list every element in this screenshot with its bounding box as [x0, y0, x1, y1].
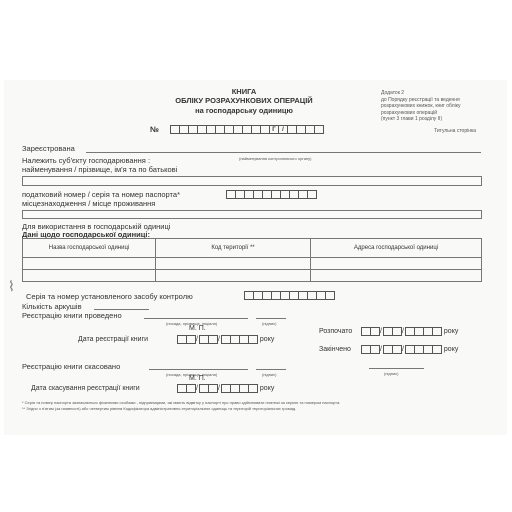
number-mark: Г	[269, 125, 279, 134]
title-page-label: Титульна сторінка	[434, 128, 477, 134]
year-label: року	[259, 336, 275, 343]
position-hint: (посада, прізвище, ініціали)	[166, 372, 218, 377]
finished-date-boxes[interactable]: / / року	[361, 345, 458, 354]
annex-note	[381, 90, 460, 123]
cancel-signature-line[interactable]	[256, 369, 286, 370]
annex-line: (пункт 3 глави 1 розділу II)	[381, 116, 443, 122]
signature-hint: (підпис)	[384, 371, 399, 376]
year-label: року	[259, 385, 275, 392]
controlling-body-hint: (найменування контролюючого органу)	[239, 156, 312, 161]
table-header-code: Код території **	[156, 239, 311, 258]
year-label: року	[443, 328, 459, 335]
tax-number-boxes[interactable]	[226, 190, 316, 199]
signature-hint: (підпис)	[262, 321, 277, 326]
finished-label: Закінчено	[319, 346, 351, 353]
cancel-date-label: Дата скасування реєстрації книги	[31, 385, 140, 392]
cancel-position-line[interactable]	[149, 369, 248, 370]
finished-signature-line[interactable]	[369, 368, 424, 369]
cancel-date-boxes[interactable]: / / року	[177, 384, 274, 393]
registration-signature-line[interactable]	[256, 318, 286, 319]
year-label: року	[443, 346, 459, 353]
annex-line: розрахункових книжок, книг обліку	[381, 103, 461, 109]
signature-hint: (підпис)	[262, 372, 277, 377]
location-field[interactable]	[22, 210, 482, 219]
sheet-count-label: Кількість аркушів	[22, 302, 82, 311]
name-hint: найменування / прізвище, ім'я та по батькові	[22, 165, 178, 174]
form-title-1: КНИГА	[231, 87, 257, 96]
footnote-2: ** Згідно з п'ятим (за наявності) або четвертим рівнем Кодифікатора адміністративно-територіальних одиниць та територій територіальних громад.	[22, 406, 297, 411]
position-hint: (посада, прізвище, ініціали)	[166, 321, 218, 326]
annex-line: Додаток 2	[381, 90, 405, 96]
binding-mark: ⌇	[8, 278, 15, 294]
registration-date-boxes[interactable]: / / року	[177, 335, 274, 344]
table-header-address: Адреса господарської одиниці	[311, 239, 482, 258]
mp-label: М. П.	[189, 375, 206, 382]
annex-line: до Порядку реєстрації та ведення	[381, 96, 460, 103]
annex-line: розрахункових операцій	[381, 109, 438, 116]
form-title-2: ОБЛІКУ РОЗРАХУНКОВИХ ОПЕРАЦІЙ	[175, 96, 313, 105]
registration-date-label: Дата реєстрації книги	[78, 336, 149, 343]
registration-position-line[interactable]	[144, 318, 248, 319]
tax-number-label: податковий номер / серія та номер паспорта*	[22, 190, 180, 199]
table-row[interactable]	[23, 270, 482, 282]
name-field[interactable]	[22, 176, 482, 186]
device-series-boxes[interactable]	[244, 291, 334, 300]
form-title-3: на господарську одиницю	[195, 106, 293, 115]
table-header-name: Назва господарської одиниці	[23, 239, 156, 258]
table-row[interactable]	[23, 258, 482, 270]
unit-data-label: Дані щодо господарської одиниці:	[22, 230, 150, 239]
table-header-row	[23, 239, 482, 258]
belongs-label: Належить суб'єкту господарювання :	[22, 156, 151, 165]
footnote-1: * Серія та номер паспорта зазначаються фізичними особами - підприємцями, які мають відмітку у паспорті про право здійснювати платежі за серією та номером паспорта.	[22, 400, 341, 405]
number-sign: №	[150, 125, 159, 134]
started-date-boxes[interactable]: / / року	[361, 327, 458, 336]
mp-label: М. П.	[189, 325, 206, 332]
registration-done-label: Реєстрацію книги проведено	[22, 311, 122, 320]
book-number-boxes[interactable]: Г /	[170, 125, 323, 134]
use-unit-label: Для використання в господарській одиниці	[22, 222, 171, 231]
sheet-count-line[interactable]	[94, 309, 149, 310]
unit-table	[22, 238, 482, 282]
registered-label: Зареєстрована	[22, 144, 75, 153]
registered-line[interactable]	[86, 152, 481, 153]
device-series-label: Серія та номер установленого засобу контролю	[26, 292, 193, 301]
started-label: Розпочато	[319, 328, 353, 335]
location-label: місцезнаходження / місце проживання	[22, 199, 156, 208]
form-sheet	[4, 80, 507, 435]
registration-cancelled-label: Реєстрацію книги скасовано	[22, 362, 121, 371]
